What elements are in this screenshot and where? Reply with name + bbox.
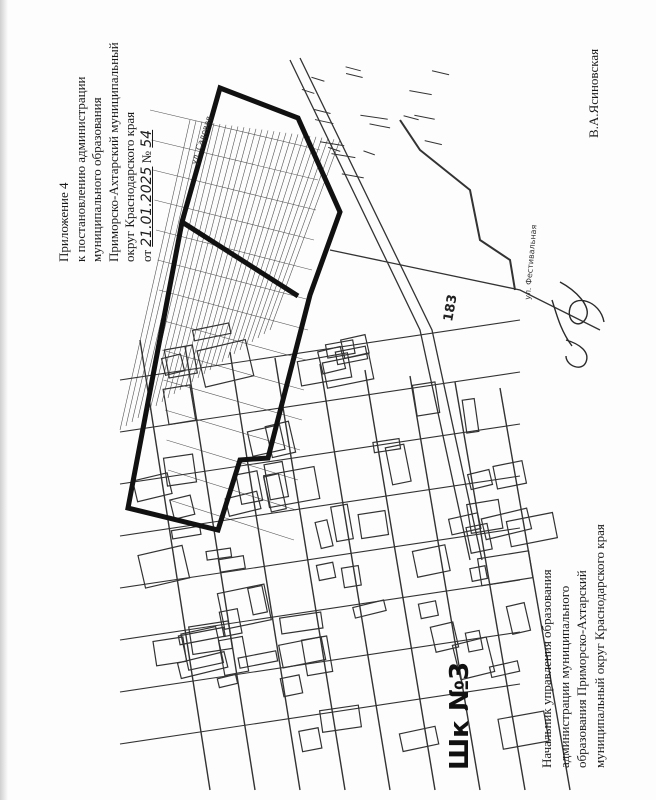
annex-line-5: округ Краснодарского края <box>122 111 137 262</box>
map-parcel <box>238 651 278 668</box>
head-line-1: Начальник управления образования <box>539 569 554 768</box>
road-number-label: 183 <box>441 293 461 323</box>
signature <box>552 282 604 367</box>
map-line <box>153 170 316 210</box>
map-line <box>425 141 442 145</box>
annex-date-line <box>139 42 156 262</box>
map-parcel <box>358 511 388 539</box>
map-line <box>311 77 324 81</box>
map-line <box>168 126 238 398</box>
map-parcel <box>418 601 438 619</box>
map-parcel <box>399 726 438 751</box>
map-line <box>230 352 300 790</box>
date-prefix: от <box>138 249 154 262</box>
annex-line-2: к постановлению администрации <box>72 76 88 262</box>
number-prefix: № <box>138 150 154 164</box>
map-line <box>432 71 449 75</box>
map-parcel <box>315 520 333 549</box>
map-parcel <box>248 586 268 615</box>
map-line <box>370 124 391 128</box>
annex-line-3: муниципального образования <box>89 97 104 262</box>
map-parcel <box>412 545 450 577</box>
signer-name: В.А.Ясиновская <box>586 48 601 138</box>
annex-line-1: Приложение 4 <box>56 182 71 262</box>
map-parcel <box>341 566 361 588</box>
map-line <box>140 340 210 790</box>
street-label-2: ул. Фестивальная <box>523 224 539 301</box>
annex-line-4: Приморско-Ахтарский муниципальный <box>105 42 121 262</box>
head-line-3: образования Приморско-Ахтарский <box>574 570 589 768</box>
map-parcel <box>197 340 254 388</box>
map-line <box>346 67 361 71</box>
map-parcel <box>193 323 231 341</box>
map-line <box>120 476 520 536</box>
map-line <box>120 580 520 640</box>
annex-block <box>56 42 155 262</box>
map-line <box>240 136 310 350</box>
map-line <box>120 372 520 432</box>
map-line <box>314 110 330 114</box>
map-parcel <box>316 562 335 580</box>
map-line <box>409 91 431 95</box>
map-parcel <box>153 637 187 666</box>
map-line <box>360 115 387 119</box>
map-line <box>120 528 520 588</box>
map-parcel <box>462 399 479 434</box>
map-line <box>264 139 334 334</box>
map-parcel <box>331 504 354 541</box>
number-handwritten: 54 <box>138 129 155 148</box>
map-parcel <box>264 467 320 508</box>
map-parcel <box>302 636 333 676</box>
date-handwritten: 21.01.2025 <box>138 166 155 247</box>
map-line <box>252 138 322 342</box>
map-line <box>365 370 435 790</box>
map-parcel <box>163 385 196 425</box>
map-line <box>346 74 363 78</box>
map-line <box>120 320 520 380</box>
map-line <box>174 127 244 394</box>
map-line <box>363 151 374 155</box>
map-line <box>152 140 319 180</box>
map-parcel <box>506 603 530 635</box>
map-parcel <box>299 728 322 752</box>
map-line <box>158 260 311 300</box>
map-line <box>120 424 520 484</box>
school-label: Шк №3 <box>445 661 475 770</box>
street-label-1: ул. Садовая <box>189 115 214 166</box>
map-line <box>404 116 419 120</box>
map-parcel <box>493 461 526 489</box>
map-line <box>414 115 434 119</box>
head-block <box>538 524 608 768</box>
map-line <box>320 364 390 790</box>
head-line-2: администрации муниципального <box>556 585 572 768</box>
head-line-4: муниципальный округ Краснодарского края <box>591 524 607 768</box>
